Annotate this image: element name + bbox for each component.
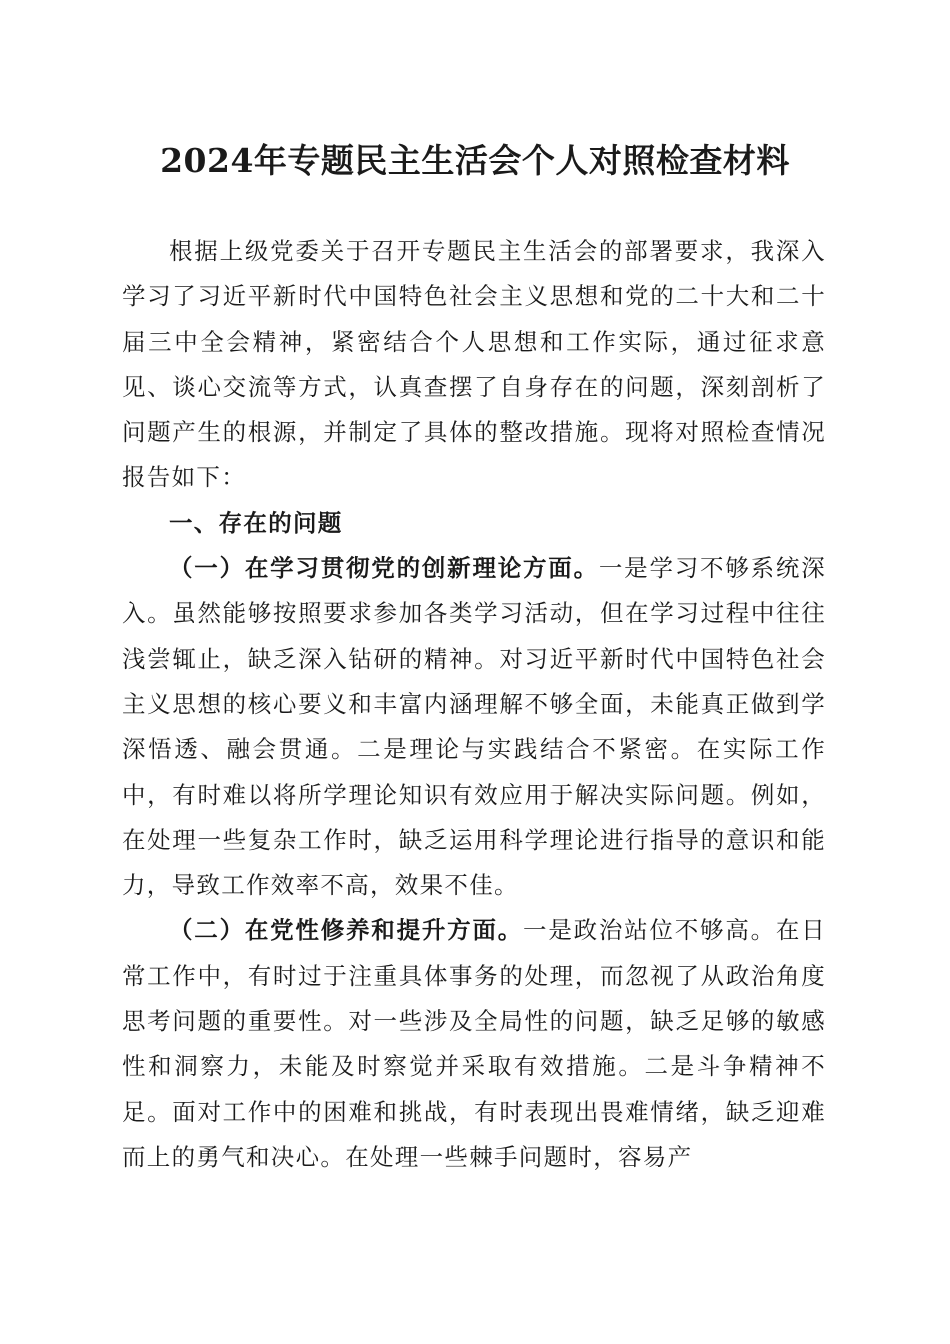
section-heading: 一、存在的问题 (169, 508, 343, 537)
document-title: 2024年专题民主生活会个人对照检查材料 (160, 141, 790, 180)
item-paragraph-1 (122, 546, 826, 908)
item-2-text: 一是政治站位不够高。在日常工作中，有时过于注重具体事务的处理，而忽视了从政治角度思考问题的重要性。对一些涉及全局性的问题，缺乏足够的敏感性和洞察力，未能及时察觉并采取有效措施。二是斗争精神不足。面对工作中的困难和挑战，有时表现出畏难情绪，缺乏迎难而上的勇气和决心。在处理一些棘手问题时，容易产 (122, 916, 826, 1171)
item-paragraph-2 (122, 908, 826, 1180)
item-1-text: 一是学习不够系统深入。虽然能够按照要求参加各类学习活动，但在学习过程中往往浅尝辄止，缺乏深入钻研的精神。对习近平新时代中国特色社会主义思想的核心要义和丰富内涵理解不够全面，未能真正做到学深悟透、融会贯通。二是理论与实践结合不紧密。在实际工作中，有时难以将所学理论知识有效应用于解决实际问题。例如，在处理一些复杂工作时，缺乏运用科学理论进行指导的意识和能力，导致工作效率不高，效果不佳。 (122, 554, 826, 900)
intro-paragraph: 根据上级党委关于召开专题民主生活会的部署要求，我深入学习了习近平新时代中国特色社会主义思想和党的二十大和二十届三中全会精神，紧密结合个人思想和工作实际，通过征求意见、谈心交流等方式，认真查摆了自身存在的问题，深刻剖析了问题产生的根源，并制定了具体的整改措施。现将对照检查情况报告如下： (122, 237, 826, 492)
item-2-lead: （二）在党性修养和提升方面。 (169, 916, 524, 945)
item-1-lead: （一）在学习贯彻党的创新理论方面。 (169, 554, 599, 583)
document-body (122, 229, 826, 1180)
